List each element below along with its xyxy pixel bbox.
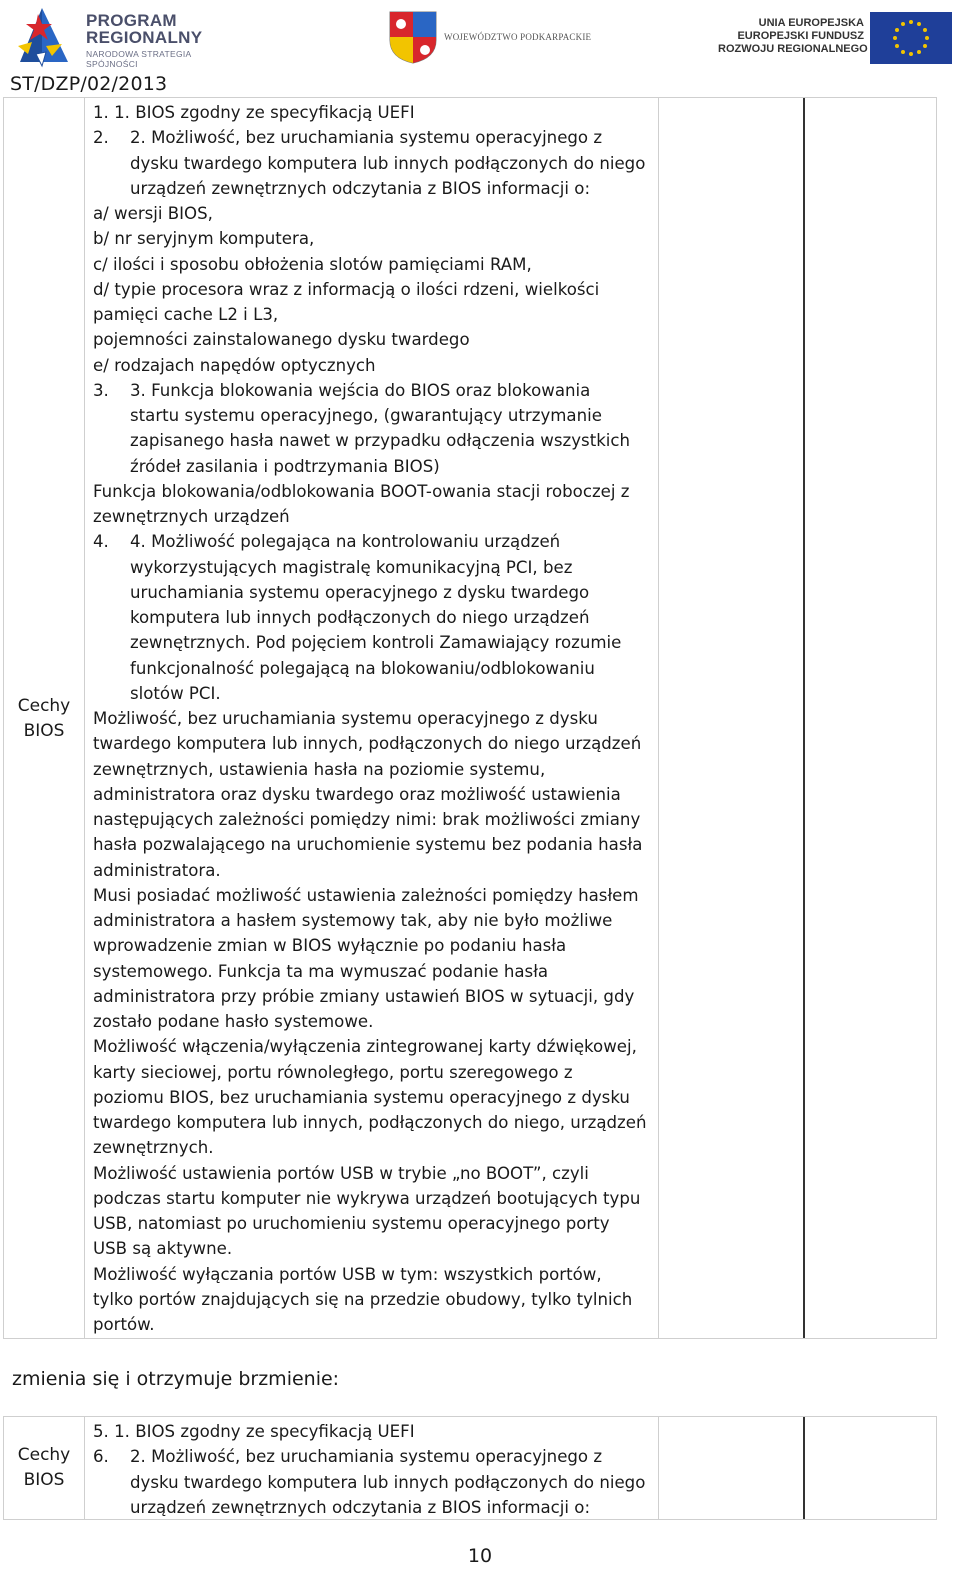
spec-table-amended bbox=[3, 1416, 937, 1520]
requirement-line: 6. 2. Możliwość, bez uruchamiania systemu operacyjnego z bbox=[93, 1447, 603, 1467]
requirement-line: c/ ilości i sposobu obłożenia slotów pamięciami RAM, bbox=[93, 254, 532, 274]
eu-line-2: EUROPEJSKI FUNDUSZ bbox=[737, 30, 864, 42]
logo-line-2: REGIONALNY bbox=[86, 28, 203, 47]
requirements-text bbox=[93, 1419, 663, 1520]
requirement-line: zewnętrznych. bbox=[93, 1138, 214, 1158]
requirement-line: d/ typie procesora wraz z informacją o ilości rdzeni, wielkości bbox=[93, 279, 600, 299]
eu-flag-icon bbox=[870, 12, 952, 64]
feature-label-line-2: BIOS bbox=[23, 721, 65, 741]
requirement-line: portów. bbox=[93, 1315, 155, 1334]
requirement-line: 1. 1. BIOS zgodny ze specyfikacją UEFI bbox=[93, 103, 415, 122]
feature-label bbox=[4, 1443, 84, 1493]
requirement-line: hasła pozwalającego na uruchomienie systemu bez podania hasła bbox=[93, 835, 643, 855]
requirement-line: twardego komputera lub innych, podłączonych do niego urządzeń bbox=[93, 734, 642, 754]
requirement-line: administratora. bbox=[93, 860, 221, 880]
feature-label bbox=[4, 694, 84, 744]
feature-label-line-2: BIOS bbox=[23, 1470, 65, 1490]
amendment-intro: zmienia się i otrzymuje brzmienie: bbox=[12, 1368, 340, 1390]
wojewodztwo-logo bbox=[388, 10, 592, 64]
requirement-line: funkcjonalność polegającą na blokowaniu/odblokowaniu bbox=[130, 658, 595, 678]
requirement-line: 2. 2. Możliwość, bez uruchamiania systemu operacyjnego z bbox=[93, 128, 603, 148]
requirement-line: pamięci cache L2 i L3, bbox=[93, 305, 279, 324]
program-regionalny-logo bbox=[12, 2, 242, 68]
requirement-line: 4. 4. Możliwość polegająca na kontrolowaniu urządzeń bbox=[93, 532, 561, 552]
requirement-line: administratora przy próbie zmiany ustawień BIOS w sytuacji, gdy bbox=[93, 986, 635, 1006]
requirement-line: źródeł zasilania i podtrzymania BIOS) bbox=[130, 456, 440, 476]
requirement-line: urządzeń zewnętrznych odczytania z BIOS informacji o: bbox=[130, 178, 591, 198]
requirement-line: tylko portów znajdujących się na przedzie obudowy, tylko tylnich bbox=[93, 1289, 633, 1309]
eu-line-1: UNIA EUROPEJSKA bbox=[758, 17, 864, 29]
requirement-line: Możliwość wyłączania portów USB w tym: wszystkich portów, bbox=[93, 1264, 602, 1284]
requirement-line: 3. 3. Funkcja blokowania wejścia do BIOS oraz blokowania bbox=[93, 380, 591, 400]
requirement-line: e/ rodzajach napędów optycznych bbox=[93, 355, 376, 375]
requirement-line: administratora oraz dysku twardego oraz możliwość ustawienia bbox=[93, 784, 621, 804]
requirement-line: następujących zależności pomiędzy nimi: brak możliwości zmiany bbox=[93, 810, 641, 829]
requirement-line: karty sieciowej, portu równoległego, portu szeregowego z bbox=[93, 1062, 573, 1082]
requirement-line: a/ wersji BIOS, bbox=[93, 204, 213, 223]
requirement-line: dysku twardego komputera lub innych podłączonych do niego bbox=[130, 153, 646, 173]
requirement-line: twardego komputera lub innych, podłączonych do niego, urządzeń bbox=[93, 1113, 647, 1132]
requirement-line: Musi posiadać możliwość ustawienia zależności pomiędzy hasłem bbox=[93, 885, 639, 905]
requirement-line: zapisanego hasła nawet w przypadku odłączenia wszystkich bbox=[130, 431, 631, 451]
requirement-line: zewnętrznych. Pod pojęciem kontroli Zamawiający rozumie bbox=[130, 633, 622, 653]
requirement-line: Funkcja blokowania/odblokowania BOOT-owania stacji roboczej z bbox=[93, 481, 630, 501]
requirement-line: Możliwość włączenia/wyłączenia zintegrowanej karty dźwiękowej, bbox=[93, 1037, 637, 1057]
requirement-line: systemowego. Funkcja ta ma wymuszać podanie hasła bbox=[93, 961, 549, 981]
logo-subtitle: NARODOWA STRATEGIA SPÓJNOŚCI bbox=[86, 49, 192, 69]
requirement-line: 5. 1. BIOS zgodny ze specyfikacją UEFI bbox=[93, 1422, 415, 1441]
requirements-text bbox=[93, 100, 663, 1337]
requirement-line: USB, natomiast po uruchomieniu systemu operacyjnego porty bbox=[93, 1214, 610, 1233]
requirement-line: administratora a hasłem systemowy tak, aby nie było możliwe bbox=[93, 911, 613, 930]
requirement-line: Możliwość, bez uruchamiania systemu operacyjnego z dysku bbox=[93, 709, 598, 728]
requirement-line: uruchamiania systemu operacyjnego z dysku twardego bbox=[130, 582, 590, 602]
logo-line-1: PROGRAM bbox=[86, 11, 177, 30]
wojewodztwo-text: WOJEWÓDZTWO PODKARPACKIE bbox=[444, 32, 592, 42]
requirement-line: zewnętrznych urządzeń bbox=[93, 507, 290, 526]
star-logo-icon bbox=[12, 2, 74, 68]
requirement-line: podczas startu komputer nie wykrywa urządzeń bootujących typu bbox=[93, 1188, 641, 1208]
requirement-line: zostało podane hasło systemowe. bbox=[93, 1012, 374, 1031]
requirement-line: wprowadzenie zmian w BIOS wyłącznie po podaniu hasła bbox=[93, 936, 567, 956]
requirement-line: Możliwość ustawienia portów USB w trybie „no BOOT”, czyli bbox=[93, 1163, 589, 1183]
feature-label-line-1: Cechy bbox=[17, 696, 71, 716]
document-reference: ST/DZP/02/2013 bbox=[10, 73, 168, 95]
requirement-line: komputera lub innych podłączonych do niego urządzeń bbox=[130, 608, 590, 627]
requirement-line: slotów PCI. bbox=[130, 683, 221, 703]
requirement-line: zewnętrznych, ustawienia hasła na poziomie systemu, bbox=[93, 759, 546, 779]
eu-line-3: ROZWOJU REGIONALNEGO bbox=[718, 43, 868, 55]
spec-table-current bbox=[3, 97, 937, 1339]
requirement-line: dysku twardego komputera lub innych podłączonych do niego bbox=[130, 1472, 646, 1492]
requirement-line: USB są aktywne. bbox=[93, 1239, 233, 1259]
coat-of-arms-icon bbox=[388, 10, 438, 64]
requirement-line: urządzeń zewnętrznych odczytania z BIOS informacji o: bbox=[130, 1497, 591, 1517]
page-number: 10 bbox=[467, 1545, 493, 1567]
page-header bbox=[0, 0, 960, 72]
requirement-line: startu systemu operacyjnego, (gwarantujący utrzymanie bbox=[130, 406, 602, 425]
requirement-line: wykorzystujących magistralę komunikacyjną PCI, bez bbox=[130, 557, 573, 577]
requirement-line: pojemności zainstalowanego dysku twardego bbox=[93, 330, 470, 350]
requirement-line: b/ nr seryjnym komputera, bbox=[93, 229, 315, 249]
requirement-line: poziomu BIOS, bez uruchamiania systemu operacyjnego z dysku bbox=[93, 1087, 630, 1107]
feature-label-line-1: Cechy bbox=[17, 1445, 71, 1465]
